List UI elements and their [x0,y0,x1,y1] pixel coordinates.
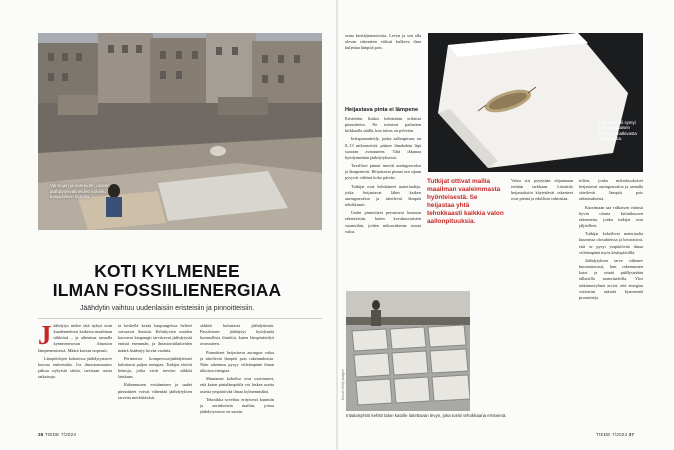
col3-para-1: sähköä kuluttavia jäähdyttimiä. Passiivinen jäähdytys hyödyntää luonnollisia ilmiöitä, kuten lämpösäteilyä avaruuteen. [200,323,274,347]
col2-para-1: ta keskellä kesää kaupungeissa helteet vaivaavat ihmisiä. Kehittyvien maiden kasvavat kaupungit tarvitsevat jäähdytystä entistä enemmän, ja ilmastointilaitteiden määrä lisääntyy kovaa vauhtia. [118,323,192,353]
right-col3-para-3: Tutkijat kokeilivat materiaalia kuumissa olosuhteissa ja havaitsivat, että se pysyi ympäröivää ilmaa viileämpänä myös keskipäivällä. [579,231,643,255]
article-deck: Jäähdytin vaihtuu uudenlaisiin eristeisiin ja pinnoitteisiin. [79,305,255,312]
right-col3-para-1: tiilien, jonka mikrohuokoiset heijastavat auringonvaloa ja samalla säteilevät lämpöä pois rakennuksesta. [579,178,643,202]
left-issue: 7/2024 [60,432,77,437]
headline-rule [38,318,322,319]
right-col3 [579,178,643,428]
right-page-number: 37 [628,432,635,437]
col1-para-2: Lämpötilojen kohotessa jäähdytystarve kasvaa entisestään. Jos ilmastonmuutos jatkuu nykyistä tahtia, tarvitaan uusia ratkaisuja. [38,355,112,380]
col3-para-2: Pinnoitteet heijastavat auringon valoa ja säteilevät lämpöä pois rakennuksista. Näin rakennus pysyy viileämpänä ilman ulkoista energiaa. [200,349,274,374]
hero-photo-caption: Vahvojen ja karkeiden uusien jäähdytysvälineiden kokeilu kaupunkien katoilla. [50,183,110,200]
col2-para-2: Perinteiset kompressorijäähdyttimet kuluttavat paljon energiaa. Tutkijat etsivät keinoja, jotka eivät tarvitse sähköä lainkaan. [118,355,192,380]
col4-para-1: senta kiertäjärmasivista. Levyn ja sen alla olevan rakenteen välissä kulkeva ilma kuljettaa lämpöä pois. [345,33,421,51]
right-col3-para-4: Jäähdytyksen tarve vähenee huomattavasti, kun rakennusten katot ja seinät päällystetään tällaisilla materiaaleilla. Yksi tutkimusryhmä arvioi, että energiaa voitaisiin säästää kymmeniä prosentteja. [579,257,643,300]
right-col2 [511,178,573,288]
coating-photo-caption: Viilentävä tiili syntyi koppakuoriaisen suomuja matkivasta rakenteesta. [598,120,637,142]
col4b-para-3: Tavalliset pinnat imevät auringonvaloa ja lämpenevät. Heijastavat pinnat sen sijaan pysyvät viileinä koko päivän. [345,163,421,181]
rooftop-photo-caption: Intialaisyhtiö kehitti talon katolle laitettavan levyn, joka toimii tehokkaana eristeenä. [346,413,507,418]
right-magazine-name: TIEDE [596,432,611,437]
drop-cap: J [38,323,52,350]
right-issue: 7/2024 [612,432,628,437]
right-col2b [427,232,505,286]
pull-quote: Tutkijat ottivat mallia maailman vaaleimmasta hyönteisestä. Se heijastaa yhtä tehokkaasti kaikkia valon aallonpituuksia. [427,178,504,225]
left-col2 [118,323,192,419]
headline-line-1: KOTI KYLMENEE [94,261,240,281]
cooling-coating-photo [428,33,643,172]
hero-photo-rooftop-city [38,33,322,230]
col1-para-1: äähdytys nielee tätä nykyä noin kuudenneksen kaikesta maailman sähköstä – ja aiheuttaa samalla kymmenesosan ilmaston lämpenemisestä. Määrä kasvaa nopeasti. [38,323,112,353]
left-col3 [200,323,274,419]
col3-para-3: Muutamat kokeilut ovat osoittaneet, että katon pintalämpötila voi laskea useita asteita ympäröivää ilmaa kylmemmäksi. [200,376,274,394]
right-col2-para-1: Valoa siis pystytään ohjaamaan erittäin tarkkaan. Läsnäolo heijastuksiin käytettävät rakenteet ovat pieniä ja edullisia valmistaa. [511,178,573,202]
col3-para-4: Tekniikka soveltuu erityisesti kuumiin ja aurinkoisiin maihin, joissa jäähdytystarve on suurin. [200,396,274,415]
headline-line-2: ILMAN FOSSIILIENERGIAA [52,280,282,300]
right-col1-body [345,116,421,286]
photo-credit: Kuvat: Getty Images [341,369,345,400]
left-page-number: 36 [38,432,44,437]
section-heading: Heijastava pinta ei lämpene [345,107,419,113]
right-folio [596,432,634,437]
right-col1-top [345,33,421,103]
left-folio [38,432,76,437]
right-col1-para-2: Uudet pinnoitteet perustuvat luonnon rakenteisiin, kuten kovakuoriaisten suomuihin, joiden mikrorakenne siroaa valoa. [345,210,421,234]
col2-para-3: Rakennusten eristäminen ja uudet pinnoitteet voivat vähentää jäähdytyksen tarvetta merkittävästi. [118,382,192,400]
rooftop-panels-photo [346,291,470,411]
left-col1 [38,323,112,419]
col4b-para-2: Infrapunasäteily, jonka aallonpituus on 8–13 mikrometriä, pääsee ilmakehän läpi suoraan avaruuteen. Tätä ikkunaa hyödynnetään jäähdytyksessä. [345,136,421,160]
right-col1-para-1: Tutkijat ovat kehittäneet materiaaleja, jotka heijastavat lähes kaiken auringonvalon ja säteilevät lämpöä tehokkaasti. [345,183,421,208]
right-col3-para-2: Kuorimaan saa valkoisen värinsä hyvin ohutta kitiinikuoren rakennetta, jonka tutkijat ovat jäljitelleet. [579,204,643,229]
article-headline [44,262,290,300]
left-magazine-name: TIEDE [44,432,60,437]
col4b-para-1: Eristeiden lisäksi kehitetään erilaisia pinnoitteita. Ne toimivat parhaiten kirkkaalla säällä, kun taivas on pilvetön. [345,116,421,134]
